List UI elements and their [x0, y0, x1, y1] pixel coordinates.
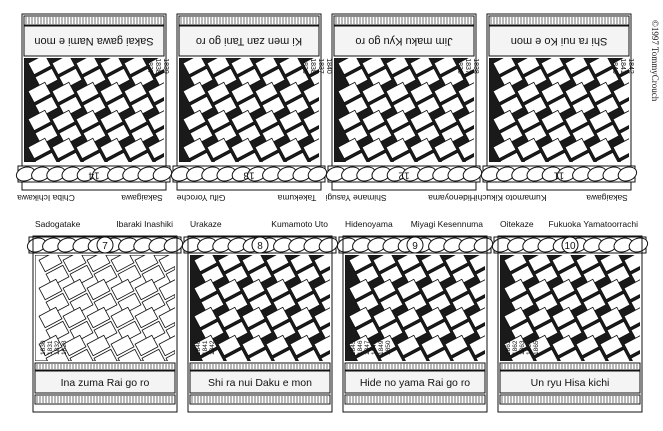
dates-block — [40, 340, 68, 355]
pattern-card — [655, 293, 663, 313]
apron-date: 1849 — [378, 340, 385, 355]
dates-block — [505, 340, 540, 355]
apron-name: Hide no yama Rai go ro — [359, 377, 471, 389]
apron-date: 1842 — [209, 340, 216, 355]
apron-date: 1837 — [317, 58, 324, 74]
apron-number: 13 — [243, 169, 255, 181]
pattern-card — [637, 166, 660, 186]
band-2 — [334, 16, 474, 25]
band-7 — [500, 395, 640, 404]
apron-date: 1846 — [357, 340, 364, 355]
label-left: Oitekaze — [500, 219, 534, 229]
label-left: Sadogatake — [35, 219, 81, 229]
apron-date: 1864 — [526, 340, 533, 355]
apron-date: 1838 — [154, 58, 161, 74]
apron-number: 8 — [257, 241, 263, 252]
apron-date: 1840 — [195, 340, 202, 355]
apron-date: 1865 — [533, 340, 540, 355]
pattern-card — [637, 138, 660, 158]
label-right: Hidenoyama — [428, 193, 476, 203]
label-right: Sakaigawa — [586, 193, 628, 203]
band-6 — [345, 363, 485, 370]
band-0 — [24, 16, 164, 25]
apron-11 — [475, 14, 663, 203]
apron-number: 11 — [553, 169, 565, 181]
label-left: Kumamoto Kikuchi — [475, 193, 547, 203]
pattern-card — [648, 307, 663, 327]
apron-date: 1841 — [619, 58, 626, 74]
band-4 — [35, 395, 175, 404]
apron-date: 1837 — [146, 58, 153, 74]
apron-name: Un ryu Hisa kichi — [530, 377, 610, 389]
pattern-card — [648, 363, 663, 383]
aprons-layer — [15, 14, 663, 412]
apron-date: 1832 — [54, 340, 61, 355]
apron-date: 1848 — [371, 340, 378, 355]
pattern-card — [655, 265, 663, 285]
band-5 — [190, 363, 330, 370]
apron-name: Shi ra nui Ko e mon — [510, 35, 608, 48]
band-6 — [345, 395, 485, 404]
label-right: Kumamoto Uto — [271, 219, 328, 229]
apron-date: 1831 — [47, 340, 54, 355]
apron-date: 1863 — [519, 340, 526, 355]
pattern-card — [655, 321, 663, 341]
apron-date: 1839 — [301, 58, 308, 74]
apron-10 — [491, 219, 663, 412]
band-7 — [500, 363, 640, 370]
apron-date: 1861 — [505, 340, 512, 355]
label-right: Miyagi Kesennuma — [410, 219, 483, 229]
band-3 — [489, 16, 629, 25]
pattern-card — [648, 279, 663, 299]
dates-block — [456, 58, 479, 74]
label-left: Shimane Yasugi — [325, 193, 387, 203]
apron-date: 1862 — [512, 340, 519, 355]
dates-block — [146, 58, 169, 74]
apron-number: 12 — [398, 169, 410, 181]
label-right: Fukuoka Yamatoorrachi — [548, 219, 638, 229]
apron-date: 1833 — [61, 340, 68, 355]
apron-number: 9 — [412, 241, 418, 252]
apron-date: 1850 — [385, 340, 392, 355]
label-left: Hidenoyama — [345, 219, 393, 229]
dates-block — [611, 58, 634, 74]
apron-name: Sakai gawa Nami e mon — [34, 35, 154, 48]
label-right: Takekuma — [277, 193, 317, 203]
dates-block — [350, 340, 392, 355]
apron-date: 1841 — [202, 340, 209, 355]
apron-date: 1836 — [456, 58, 463, 74]
dates-block — [301, 58, 332, 74]
apron-date: 1838 — [309, 58, 316, 74]
pattern-card — [655, 377, 663, 397]
pattern-card — [644, 152, 663, 172]
apron-number: 10 — [564, 241, 576, 252]
pattern-card — [648, 251, 663, 271]
pattern-card — [644, 180, 663, 200]
apron-date: 1837 — [464, 58, 471, 74]
apron-name: Jim maku Kyu go ro — [355, 35, 453, 48]
label-right: Sakaigawa — [121, 193, 163, 203]
band-4 — [35, 363, 175, 370]
band-1 — [179, 16, 319, 25]
apron-name: Ki men zan Tani go ro — [195, 35, 303, 48]
pattern-card — [644, 124, 663, 144]
apron-name: Shi ra nui Daku e mon — [208, 377, 312, 389]
pattern-card — [648, 335, 663, 355]
apron-date: 1845 — [350, 340, 357, 355]
pattern-card — [637, 110, 660, 130]
apron-date: 1830 — [40, 340, 47, 355]
apron-date: 1839 — [162, 58, 169, 74]
apron-date: 1840 — [325, 58, 332, 74]
label-left: Urakaze — [190, 219, 222, 229]
apron-date: 1842 — [627, 58, 634, 74]
label-left: Gifu Yoroche — [176, 193, 226, 203]
label-left: Chiba Ichikawa — [17, 193, 75, 203]
apron-date: 1847 — [364, 340, 371, 355]
apron-name: Ina zuma Rai go ro — [60, 377, 150, 389]
apron-date: 1838 — [472, 58, 479, 74]
artist-signature: ©1997 TommyCrouch — [650, 20, 660, 102]
dates-block — [195, 340, 216, 355]
band-5 — [190, 395, 330, 404]
apron-number: 7 — [102, 241, 108, 252]
apron-number: 14 — [88, 169, 100, 181]
apron-date: 1840 — [611, 58, 618, 74]
pattern-card — [655, 349, 663, 369]
label-right: Ibaraki Inashiki — [116, 219, 173, 229]
